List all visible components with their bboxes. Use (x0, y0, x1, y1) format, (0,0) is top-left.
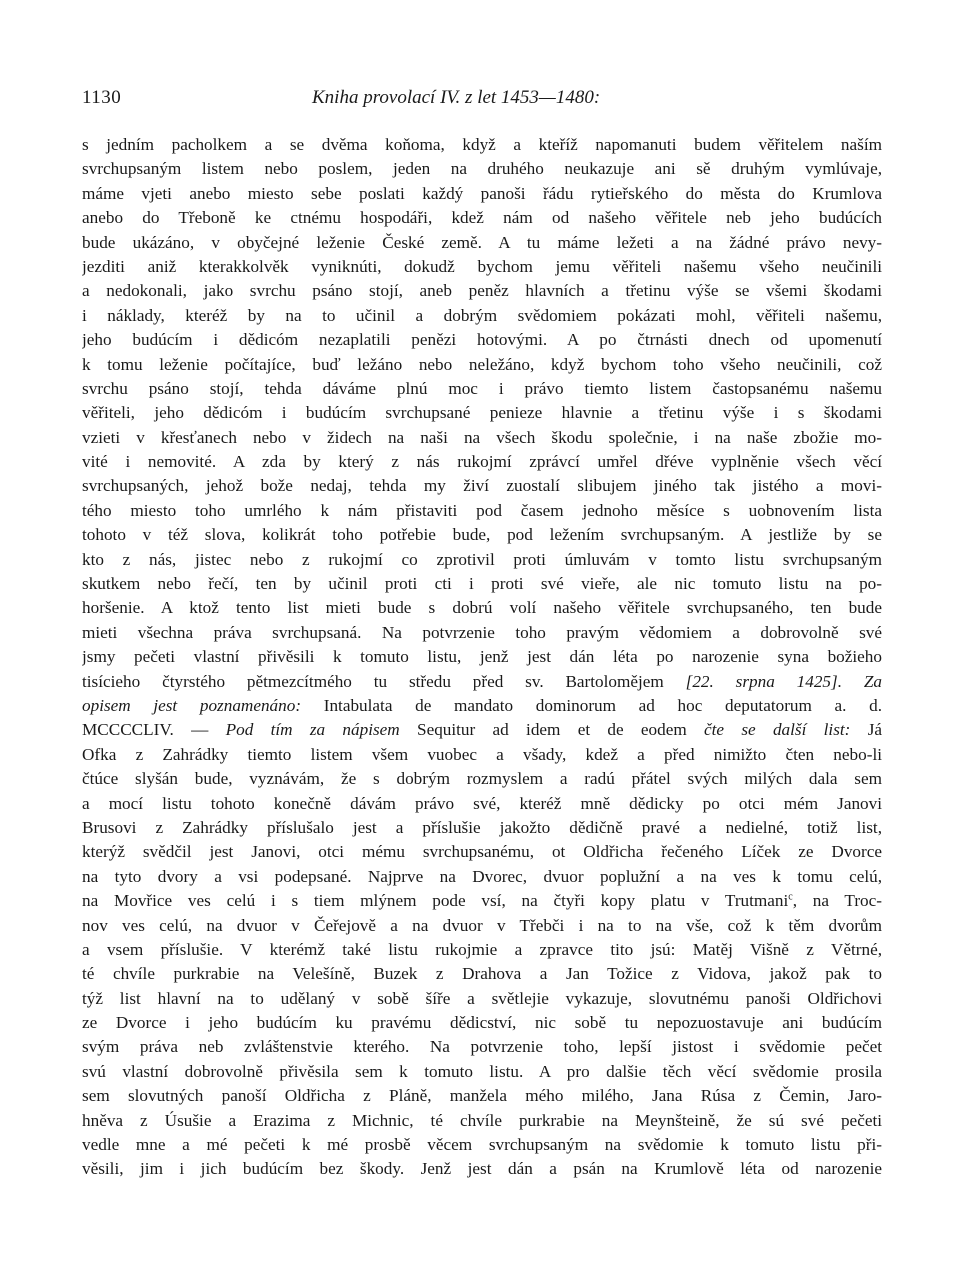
page-number: 1130 (82, 87, 122, 108)
text-line: a vsem příslušie. V kterémž také listu rukojmie a zpravce tito jsú: Matěj Višně z Větrné, (82, 939, 882, 959)
text-line: jezditi aniž kterakkolvěk vyniknúti, dokudž bychom jemu věřiteli našemu všeho neučinili (82, 256, 882, 276)
text-line: ze Dvorce i jeho budúcím ku pravému dědicství, nic sobě tu nepozuostavuje ani budúcím (82, 1013, 882, 1033)
text-line: kterýž svědčil jest Janovi, otci mému svrchupsanému, ot Oldřicha řečeného Líček ze Dvorce (82, 842, 882, 862)
text-line: k tomu leženie počítajíce, buď ležáno nebo neležáno, když bychom toho všeho neučinili, což (82, 354, 882, 374)
text-line: MCCCCLIV. — Pod tím za nápisem Sequitur ad idem et de eodem čte se další list: Já (82, 720, 882, 740)
text-line: vzieti v křesťanech nebo v židech na naši na všech škodu společnie, i na naše zbožie mo- (82, 427, 882, 447)
text-line: svým práva neb zvláštenstvie kterého. Na potvrzenie toho, lepší jistost i svědomie pečet (82, 1037, 882, 1057)
text-line: kto z nás, jistec nebo z rukojmí co zprotivil proti úmluvám v tomto listu svrchupsaným (82, 549, 882, 569)
text-line: opisem jest poznamenáno: Intabulata de mandato dominorum ad hoc deputatorum a. d. (82, 695, 882, 715)
text-line: i náklady, kteréž by na to učinil a dobrým svědomiem pokázati mohl, věřiteli našemu, (82, 305, 882, 325)
text-line: anebo do Třeboně ke ctnému hospodáři, kdež nám od našeho věřitele neb jeho budúcích (82, 208, 882, 228)
text-line: nov ves celú, na dvuor v Čeřejově a na dvuor v Třebči i na to na vše, což k těm dvorům (82, 915, 882, 935)
text-line: Brusovi z Zahrádky příslušalo jest a příslušie jakožto dědičně pravé a nedielné, totiž list, (82, 817, 882, 837)
text-line: na tyto dvory a vsi podepsané. Najprve na Dvorec, dvuor poplužní a na ves k tomu celú, (82, 866, 882, 886)
text-line: Ofka z Zahrádky tiemto listem všem vuobec a všady, kdež a před nimižto čten nebo-li (82, 744, 882, 764)
text-line: horšenie. A ktož tento list mieti bude s dobrú volí našeho věřitele svrchupsaného, ten bude (82, 598, 882, 618)
text-line: týž list hlavní na to udělaný v sobě šíře a světlejie vykazuje, slovutnému panoši Oldřichovi (82, 988, 882, 1008)
text-line: svú vlastní dobrovolně přivěsila sem k tomuto listu. A pro dalšie těch věcí svědomie prosila (82, 1061, 882, 1081)
text-line: svrchu psáno stojí, tehda dáváme plnú moc i právo tiemto listem častopsanému našemu (82, 378, 882, 398)
text-line: a mocí listu tohoto konečně dávám právo své, kteréž mně dědicky po otci mém Janovi (82, 793, 882, 813)
text-line: s jedním pacholkem a se dvěma koňoma, když a kteříž napomanuti budem věřitelem naším (82, 135, 882, 154)
text-line: skutkem nebo řečí, ten by učinil proti cti i proti své vieře, ale nic tomuto listu na po- (82, 574, 882, 594)
text-line: hněva z Úsušie a Erazima z Michnic, té chvíle purkrabie na Meynšteině, že sú své pečeti (82, 1110, 882, 1130)
text-line: a nedokonali, jako svrchu psáno stojí, aneb peněz hlavních a třetinu výše se všemi škodami (82, 281, 882, 301)
text-line: vedle mne a mé pečeti k mé prosbě věcem svrchupsaným na svědomie k tomuto listu při- (82, 1135, 882, 1155)
text-line: vité i nemovité. A zda by který z nás rukojmí zprávcí umřel dřéve vyplněnie všech věcí (82, 452, 882, 472)
text-line: tohoto v též slova, kolikrát toho potřebie bude, pod ležením svrchupsaným. A jestliže by se (82, 525, 882, 545)
text-line: bude ukázáno, v obyčejné leženie České země. A tu máme ležeti a na žádné právo nevy- (82, 232, 882, 252)
text-line: máme vjeti anebo miesto sebe poslati každý panoši řádu rytieřského do města do Krumlova (82, 183, 882, 203)
text-line: té chvíle purkrabie na Velešíně, Buzek z Drahova a Jan Tožice z Vidova, jakož pak to (82, 964, 882, 984)
running-header (82, 86, 882, 116)
text-line: jsmy pečeti vlastní přivěsili k tomuto listu, jenž jest dán léta po narozenie syna božieho (82, 647, 882, 667)
text-line: tisícieho čtyrstého pětmezcítmého tu středu před sv. Bartolomějem [22. srpna 1425]. Za (82, 671, 882, 691)
text-line: věřiteli, jeho dědicóm i budúcím svrchupsané penieze hlavnie a třetinu výše i s škodami (82, 403, 882, 423)
text-line: mieti všechna práva svrchupsaná. Na potvrzenie toho pravým vědomiem a dobrovolně své (82, 622, 882, 642)
text-line: svrchupsaným listem nebo poslem, jeden na druhého neukazuje ani sě druhým vymlúvaje, (82, 159, 882, 179)
text-line: věsili, jim i jich budúcím bez škody. Jenž jest dán a psán na Krumlově léta od narozenie (82, 1159, 882, 1179)
text-line: tého miesto toho umrlého k nám přistaviti pod časem jednoho měsíce s uobnovením lista (82, 500, 882, 520)
text-line: jeho budúcím i dědicóm nezaplatili penězi hotovými. A po čtrnásti dnech od upomenutí (82, 330, 882, 350)
document-page (82, 86, 882, 1182)
text-line: svrchupsaných, jehož bože nedaj, tehda my živí zuostalí slibujem jiného tak jistého a movi- (82, 476, 882, 496)
footnote-marker: c (788, 891, 793, 903)
text-line: čtúce slyšán bude, vyznávám, že s dobrým rozmyslem a radú přátel svých milých dala sem (82, 769, 882, 789)
body-text (82, 133, 882, 1182)
text-line: na Movřice ves celú i s tiem mlýnem pode vsí, na čtyři kopy platu v Trutmani$^c$, na Troc- (82, 891, 882, 911)
text-line: sem slovutných panoší Oldřicha z Pláně, manžela mého milého, Jana Rúsa z Čemin, Jaro- (82, 1086, 882, 1106)
running-title: Kniha provolací IV. z let 1453—1480: (312, 87, 601, 108)
